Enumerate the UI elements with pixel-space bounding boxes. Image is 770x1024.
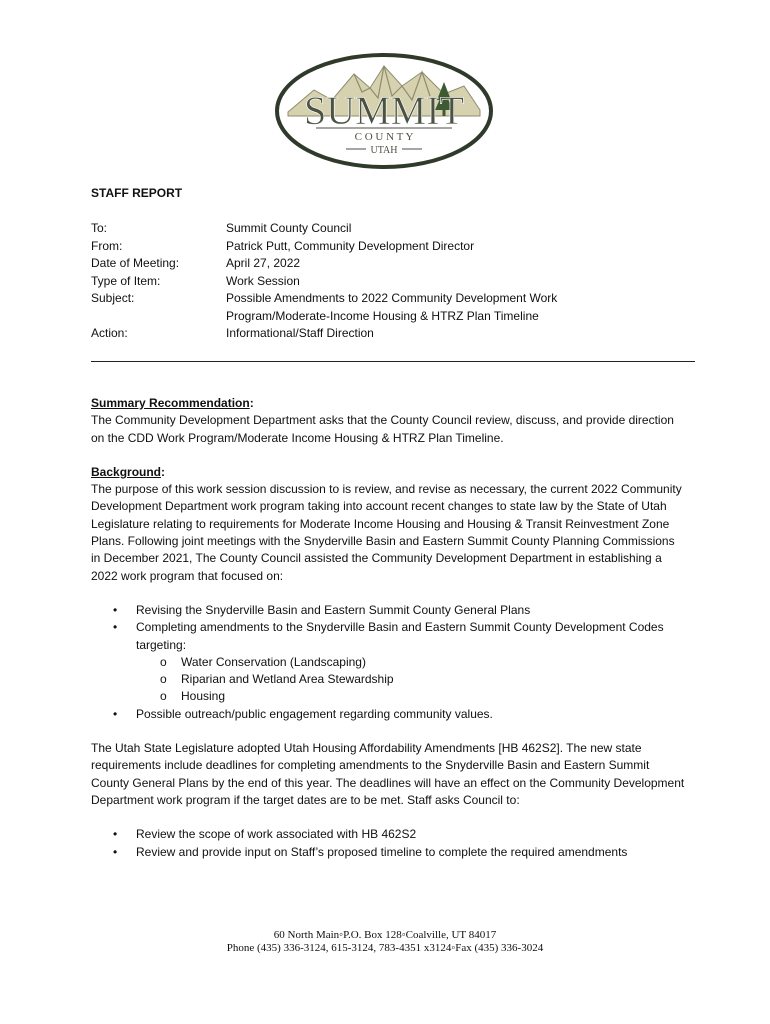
list-item-text: Completing amendments to the Snyderville Basin and Eastern Summit County Development Codes targeting: [136, 620, 664, 652]
sub-list-item: o Housing [136, 688, 687, 705]
meta-value: Work Session [226, 273, 300, 288]
list-item [91, 706, 687, 723]
divider [91, 361, 695, 362]
meta-row-type [91, 273, 606, 291]
meta-label: Subject: [91, 291, 135, 305]
summary-heading-text: Summary Recommendation [91, 396, 250, 410]
background-heading [91, 464, 687, 481]
list-item: • Review the scope of work associated with HB 462S2 [91, 826, 687, 843]
meta-label: Action: [91, 326, 128, 340]
logo-county: C O U N T Y [354, 131, 414, 143]
logo-name: SUMMIT [303, 88, 465, 133]
report-meta [91, 220, 606, 343]
meta-value: April 27, 2022 [226, 256, 301, 270]
work-program-list [91, 602, 687, 723]
meta-label: To: [91, 221, 108, 235]
list-item-text: Possible outreach/public engagement regarding community values. [136, 706, 493, 721]
code-targets-list [136, 654, 687, 706]
meta-row-from [91, 238, 606, 256]
report-body [91, 395, 687, 861]
sub-list-item: o Water Conservation (Landscaping) [136, 654, 687, 671]
footer-phone: Phone (435) 336-3124, 615-3124, 783-4351 x3124◦Fax (435) 336-3024 [226, 942, 544, 954]
summit-county-logo [274, 52, 494, 170]
meta-row-subject [91, 290, 606, 325]
meta-row-date [91, 255, 606, 273]
meta-label: Type of Item: [91, 273, 161, 288]
page-footer [0, 929, 770, 955]
background-text: The purpose of this work session discussion to is review, and revise as necessary, the current 2022 Community Development Department work program taking into account recent changes to state law by the State of Utah Legislature relating to requirements for Moderate Income Housing and Housing & Transit Reinvestment Zone Plans. Following joint meetings with the Snyderville Basin and Eastern Summit County Planning Commissions in December 2021, The County Council assisted the Community Development Department in establishing a 2022 work program that focused on: [91, 482, 682, 583]
report-title: STAFF REPORT [91, 186, 183, 200]
list-item-text: Revising the Snyderville Basin and Eastern Summit County General Plans [136, 602, 531, 617]
list-item [91, 619, 687, 705]
list-item [91, 602, 687, 619]
council-asks-list [91, 826, 687, 861]
logo-state: UTAH [370, 145, 398, 156]
meta-value: Summit County Council [226, 221, 352, 235]
legislature-text: The Utah State Legislature adopted Utah Housing Affordability Amendments [HB 462S2]. The new state requirements include deadlines for completing amendments to the Snyderville Basin and Eastern Summit County General Plans by the end of this year. The deadlines will have an effect on the Community Development Department work program if the target dates are to be met. Staff asks Council to: [91, 741, 685, 807]
meta-value: Possible Amendments to 2022 Community Development Work Program/Moderate-Income Housing & HTRZ Plan Timeline [226, 291, 558, 323]
list-item: • Review and provide input on Staff’s proposed timeline to complete the required amendments [91, 844, 687, 861]
meta-label: From: [91, 238, 123, 253]
heading-colon: : [161, 464, 166, 479]
meta-row-action [91, 325, 606, 343]
summary-heading [91, 395, 687, 412]
meta-label: Date of Meeting: [91, 256, 180, 270]
meta-value: Patrick Putt, Community Development Director [226, 238, 475, 253]
meta-row-to [91, 220, 606, 238]
meta-value: Informational/Staff Direction [226, 326, 374, 340]
sub-list-item: o Riparian and Wetland Area Stewardship [136, 671, 687, 688]
heading-colon: : [249, 396, 254, 410]
background-heading-text: Background [91, 464, 162, 479]
summary-text: The Community Development Department asks that the County Council review, discuss, and provide direction on the CDD Work Program/Moderate Income Housing & HTRZ Plan Timeline. [91, 413, 674, 445]
footer-address: 60 North Main◦P.O. Box 128◦Coalville, UT 84017 [273, 929, 497, 941]
